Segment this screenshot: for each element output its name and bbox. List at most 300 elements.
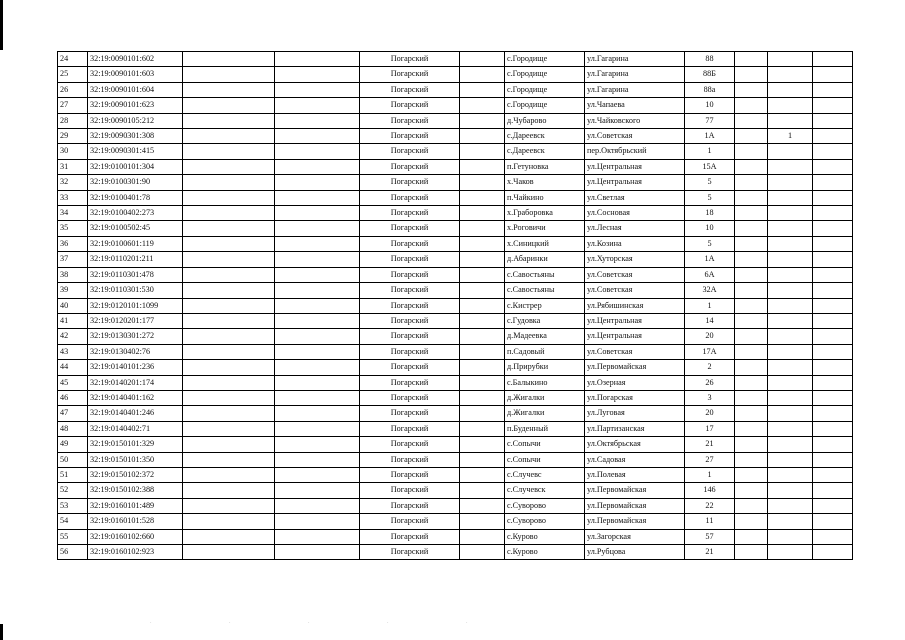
house-number: 3 (685, 390, 735, 405)
empty-cell (275, 390, 360, 405)
row-number: 50 (58, 452, 88, 467)
empty-cell (735, 545, 768, 560)
empty-cell (460, 514, 505, 529)
table-row (58, 175, 853, 190)
house-number: 11 (685, 514, 735, 529)
empty-cell (735, 452, 768, 467)
street: ул.Садовая (585, 452, 685, 467)
empty-cell (460, 344, 505, 359)
property-register-table (57, 51, 853, 560)
table-row (58, 329, 853, 344)
house-number: 27 (685, 452, 735, 467)
district: Погарский (360, 221, 460, 236)
empty-cell (183, 390, 275, 405)
apartment-number (768, 390, 813, 405)
cadastral-number: 32:19:0160102:923 (88, 545, 183, 560)
row-number: 42 (58, 329, 88, 344)
empty-cell (275, 545, 360, 560)
empty-cell (275, 514, 360, 529)
empty-cell (735, 98, 768, 113)
empty-cell (735, 267, 768, 282)
empty-cell (275, 175, 360, 190)
house-number: 1 (685, 144, 735, 159)
apartment-number (768, 82, 813, 97)
row-number: 38 (58, 267, 88, 282)
empty-cell (813, 467, 853, 482)
row-number: 27 (58, 98, 88, 113)
empty-cell (735, 437, 768, 452)
house-number: 88Б (685, 67, 735, 82)
empty-cell (275, 483, 360, 498)
district: Погарский (360, 545, 460, 560)
scan-edge-mark-bottom (0, 624, 3, 640)
row-number: 56 (58, 545, 88, 560)
empty-cell (460, 375, 505, 390)
row-number: 30 (58, 144, 88, 159)
table-row (58, 67, 853, 82)
table-row (58, 252, 853, 267)
street: ул.Первомайская (585, 483, 685, 498)
locality: д.Чубарово (505, 113, 585, 128)
locality: д.Прирубки (505, 360, 585, 375)
empty-cell (735, 175, 768, 190)
empty-cell (183, 529, 275, 544)
apartment-number (768, 98, 813, 113)
empty-cell (183, 113, 275, 128)
cadastral-number: 32:19:0120101:1099 (88, 298, 183, 313)
cadastral-number: 32:19:0090101:604 (88, 82, 183, 97)
cadastral-number: 32:19:0100401:78 (88, 190, 183, 205)
row-number: 33 (58, 190, 88, 205)
empty-cell (183, 98, 275, 113)
table-row (58, 437, 853, 452)
empty-cell (813, 252, 853, 267)
house-number: 17А (685, 344, 735, 359)
empty-cell (460, 206, 505, 221)
empty-cell (735, 529, 768, 544)
district: Погарский (360, 529, 460, 544)
empty-cell (275, 144, 360, 159)
cadastral-number: 32:19:0140401:162 (88, 390, 183, 405)
empty-cell (183, 67, 275, 82)
table-row (58, 129, 853, 144)
empty-cell (275, 498, 360, 513)
empty-cell (183, 360, 275, 375)
empty-cell (183, 267, 275, 282)
district: Погарский (360, 283, 460, 298)
empty-cell (183, 452, 275, 467)
locality: д.Жигалки (505, 390, 585, 405)
empty-cell (813, 545, 853, 560)
empty-cell (460, 437, 505, 452)
apartment-number (768, 529, 813, 544)
empty-cell (460, 498, 505, 513)
district: Погарский (360, 144, 460, 159)
street: ул.Гагарина (585, 52, 685, 67)
street: ул.Центральная (585, 159, 685, 174)
empty-cell (813, 129, 853, 144)
table-row (58, 98, 853, 113)
apartment-number (768, 159, 813, 174)
empty-cell (813, 283, 853, 298)
empty-cell (735, 190, 768, 205)
empty-cell (735, 159, 768, 174)
house-number: 88 (685, 52, 735, 67)
district: Погарский (360, 344, 460, 359)
empty-cell (460, 113, 505, 128)
cadastral-number: 32:19:0110301:530 (88, 283, 183, 298)
row-number: 31 (58, 159, 88, 174)
cadastral-number: 32:19:0090105:212 (88, 113, 183, 128)
empty-cell (460, 129, 505, 144)
apartment-number (768, 437, 813, 452)
house-number: 20 (685, 329, 735, 344)
empty-cell (460, 283, 505, 298)
empty-cell (275, 360, 360, 375)
house-number: 22 (685, 498, 735, 513)
empty-cell (460, 421, 505, 436)
house-number: 57 (685, 529, 735, 544)
row-number: 54 (58, 514, 88, 529)
district: Погарский (360, 82, 460, 97)
empty-cell (735, 514, 768, 529)
cadastral-number: 32:19:0090101:602 (88, 52, 183, 67)
house-number: 10 (685, 221, 735, 236)
empty-cell (735, 313, 768, 328)
street: ул.Лесная (585, 221, 685, 236)
locality: с.Балыкино (505, 375, 585, 390)
house-number: 1А (685, 129, 735, 144)
empty-cell (460, 452, 505, 467)
empty-cell (183, 144, 275, 159)
house-number: 1 (685, 467, 735, 482)
empty-cell (735, 406, 768, 421)
house-number: 14 (685, 313, 735, 328)
apartment-number (768, 406, 813, 421)
empty-cell (813, 483, 853, 498)
cadastral-number: 32:19:0110201:211 (88, 252, 183, 267)
district: Погарский (360, 437, 460, 452)
table-row (58, 206, 853, 221)
cadastral-number: 32:19:0150102:388 (88, 483, 183, 498)
apartment-number (768, 267, 813, 282)
apartment-number (768, 483, 813, 498)
apartment-number (768, 221, 813, 236)
table-row (58, 498, 853, 513)
row-number: 37 (58, 252, 88, 267)
empty-cell (275, 375, 360, 390)
empty-cell (275, 283, 360, 298)
locality: с.Сопычи (505, 452, 585, 467)
district: Погарский (360, 313, 460, 328)
empty-cell (735, 298, 768, 313)
empty-cell (460, 82, 505, 97)
apartment-number (768, 144, 813, 159)
empty-cell (813, 529, 853, 544)
empty-cell (813, 267, 853, 282)
empty-cell (735, 113, 768, 128)
empty-cell (183, 329, 275, 344)
empty-cell (275, 236, 360, 251)
apartment-number (768, 252, 813, 267)
empty-cell (813, 344, 853, 359)
table-row (58, 390, 853, 405)
row-number: 51 (58, 467, 88, 482)
empty-cell (460, 483, 505, 498)
empty-cell (813, 221, 853, 236)
empty-cell (813, 175, 853, 190)
empty-cell (460, 252, 505, 267)
district: Погарский (360, 498, 460, 513)
district: Погарский (360, 360, 460, 375)
empty-cell (735, 236, 768, 251)
empty-cell (460, 360, 505, 375)
empty-cell (735, 375, 768, 390)
cadastral-number: 32:19:0090101:623 (88, 98, 183, 113)
row-number: 53 (58, 498, 88, 513)
empty-cell (460, 406, 505, 421)
district: Погарский (360, 98, 460, 113)
street: ул.Чайковского (585, 113, 685, 128)
row-number: 25 (58, 67, 88, 82)
empty-cell (275, 344, 360, 359)
empty-cell (275, 252, 360, 267)
district: Погарский (360, 298, 460, 313)
empty-cell (813, 52, 853, 67)
empty-cell (735, 390, 768, 405)
locality: д.Мадеевка (505, 329, 585, 344)
table-row (58, 267, 853, 282)
empty-cell (813, 437, 853, 452)
empty-cell (183, 514, 275, 529)
house-number: 88а (685, 82, 735, 97)
cadastral-number: 32:19:0150101:329 (88, 437, 183, 452)
table-row (58, 375, 853, 390)
empty-cell (460, 67, 505, 82)
table-row (58, 406, 853, 421)
table-row (58, 298, 853, 313)
district: Погарский (360, 206, 460, 221)
locality: д.Абаринки (505, 252, 585, 267)
empty-cell (275, 113, 360, 128)
apartment-number (768, 498, 813, 513)
house-number: 6А (685, 267, 735, 282)
cadastral-number: 32:19:0140402:71 (88, 421, 183, 436)
cadastral-number: 32:19:0150102:372 (88, 467, 183, 482)
street: ул.Гагарина (585, 82, 685, 97)
empty-cell (460, 329, 505, 344)
empty-cell (813, 67, 853, 82)
empty-cell (183, 313, 275, 328)
empty-cell (735, 498, 768, 513)
street: ул.Чапаева (585, 98, 685, 113)
empty-cell (813, 498, 853, 513)
empty-cell (460, 175, 505, 190)
locality: х.Чаков (505, 175, 585, 190)
empty-cell (183, 406, 275, 421)
table-row (58, 483, 853, 498)
apartment-number (768, 175, 813, 190)
cadastral-number: 32:19:0100301:90 (88, 175, 183, 190)
empty-cell (813, 236, 853, 251)
locality: х.Роговичи (505, 221, 585, 236)
house-number: 5 (685, 236, 735, 251)
row-number: 41 (58, 313, 88, 328)
row-number: 55 (58, 529, 88, 544)
empty-cell (275, 452, 360, 467)
house-number: 32А (685, 283, 735, 298)
empty-cell (183, 221, 275, 236)
street: ул.Сосновая (585, 206, 685, 221)
street: ул.Советская (585, 267, 685, 282)
cadastral-number: 32:19:0100502:45 (88, 221, 183, 236)
empty-cell (275, 129, 360, 144)
table-row (58, 159, 853, 174)
table-row (58, 113, 853, 128)
district: Погарский (360, 467, 460, 482)
apartment-number (768, 206, 813, 221)
row-number: 49 (58, 437, 88, 452)
empty-cell (183, 236, 275, 251)
street: ул.Центральная (585, 329, 685, 344)
house-number: 77 (685, 113, 735, 128)
empty-cell (183, 190, 275, 205)
empty-cell (735, 144, 768, 159)
district: Погарский (360, 129, 460, 144)
row-number: 43 (58, 344, 88, 359)
empty-cell (275, 159, 360, 174)
row-number: 46 (58, 390, 88, 405)
cadastral-number: 32:19:0140101:236 (88, 360, 183, 375)
table-row (58, 452, 853, 467)
district: Погарский (360, 483, 460, 498)
locality: п.Садовый (505, 344, 585, 359)
empty-cell (183, 298, 275, 313)
empty-cell (275, 298, 360, 313)
empty-cell (275, 313, 360, 328)
locality: с.Дареевск (505, 129, 585, 144)
empty-cell (460, 221, 505, 236)
apartment-number (768, 298, 813, 313)
house-number: 20 (685, 406, 735, 421)
locality: с.Суворово (505, 514, 585, 529)
empty-cell (460, 390, 505, 405)
empty-cell (183, 498, 275, 513)
empty-cell (460, 190, 505, 205)
table-row (58, 360, 853, 375)
cadastral-number: 32:19:0090101:603 (88, 67, 183, 82)
table-row (58, 221, 853, 236)
empty-cell (735, 344, 768, 359)
empty-cell (275, 190, 360, 205)
empty-cell (275, 82, 360, 97)
empty-cell (183, 421, 275, 436)
empty-cell (183, 344, 275, 359)
apartment-number (768, 452, 813, 467)
locality: п.Буденный (505, 421, 585, 436)
row-number: 47 (58, 406, 88, 421)
empty-cell (275, 67, 360, 82)
district: Погарский (360, 390, 460, 405)
locality: с.Савостьяны (505, 283, 585, 298)
house-number: 18 (685, 206, 735, 221)
row-number: 26 (58, 82, 88, 97)
house-number: 17 (685, 421, 735, 436)
district: Погарский (360, 329, 460, 344)
locality: х.Граборовка (505, 206, 585, 221)
empty-cell (735, 52, 768, 67)
house-number: 2 (685, 360, 735, 375)
cadastral-number: 32:19:0110301:478 (88, 267, 183, 282)
empty-cell (735, 129, 768, 144)
locality: с.Городище (505, 98, 585, 113)
street: ул.Светлая (585, 190, 685, 205)
house-number: 1А (685, 252, 735, 267)
locality: с.Городище (505, 67, 585, 82)
empty-cell (183, 283, 275, 298)
locality: с.Курово (505, 529, 585, 544)
locality: с.Городище (505, 52, 585, 67)
empty-cell (813, 206, 853, 221)
empty-cell (813, 329, 853, 344)
locality: х.Синицкий (505, 236, 585, 251)
street: ул.Озерная (585, 375, 685, 390)
empty-cell (275, 467, 360, 482)
district: Погарский (360, 375, 460, 390)
apartment-number (768, 421, 813, 436)
cadastral-number: 32:19:0100101:304 (88, 159, 183, 174)
table-row (58, 190, 853, 205)
empty-cell (460, 52, 505, 67)
apartment-number (768, 375, 813, 390)
street: ул.Погарская (585, 390, 685, 405)
locality: с.Городище (505, 82, 585, 97)
apartment-number (768, 545, 813, 560)
row-number: 40 (58, 298, 88, 313)
empty-cell (460, 313, 505, 328)
empty-cell (183, 175, 275, 190)
street: ул.Первомайская (585, 498, 685, 513)
district: Погарский (360, 67, 460, 82)
table-row (58, 236, 853, 251)
empty-cell (183, 82, 275, 97)
empty-cell (183, 252, 275, 267)
empty-cell (275, 267, 360, 282)
apartment-number (768, 283, 813, 298)
row-number: 32 (58, 175, 88, 190)
street: ул.Гагарина (585, 67, 685, 82)
empty-cell (735, 483, 768, 498)
row-number: 44 (58, 360, 88, 375)
empty-cell (460, 467, 505, 482)
house-number: 21 (685, 545, 735, 560)
street: ул.Рубцова (585, 545, 685, 560)
row-number: 29 (58, 129, 88, 144)
cadastral-number: 32:19:0090301:308 (88, 129, 183, 144)
apartment-number (768, 67, 813, 82)
empty-cell (275, 421, 360, 436)
cadastral-number: 32:19:0160101:489 (88, 498, 183, 513)
house-number: 15А (685, 159, 735, 174)
cadastral-number: 32:19:0090301:415 (88, 144, 183, 159)
empty-cell (735, 360, 768, 375)
apartment-number: 1 (768, 129, 813, 144)
locality: с.Случевс (505, 467, 585, 482)
table-row (58, 421, 853, 436)
street: ул.Центральная (585, 313, 685, 328)
empty-cell (275, 406, 360, 421)
empty-cell (735, 206, 768, 221)
